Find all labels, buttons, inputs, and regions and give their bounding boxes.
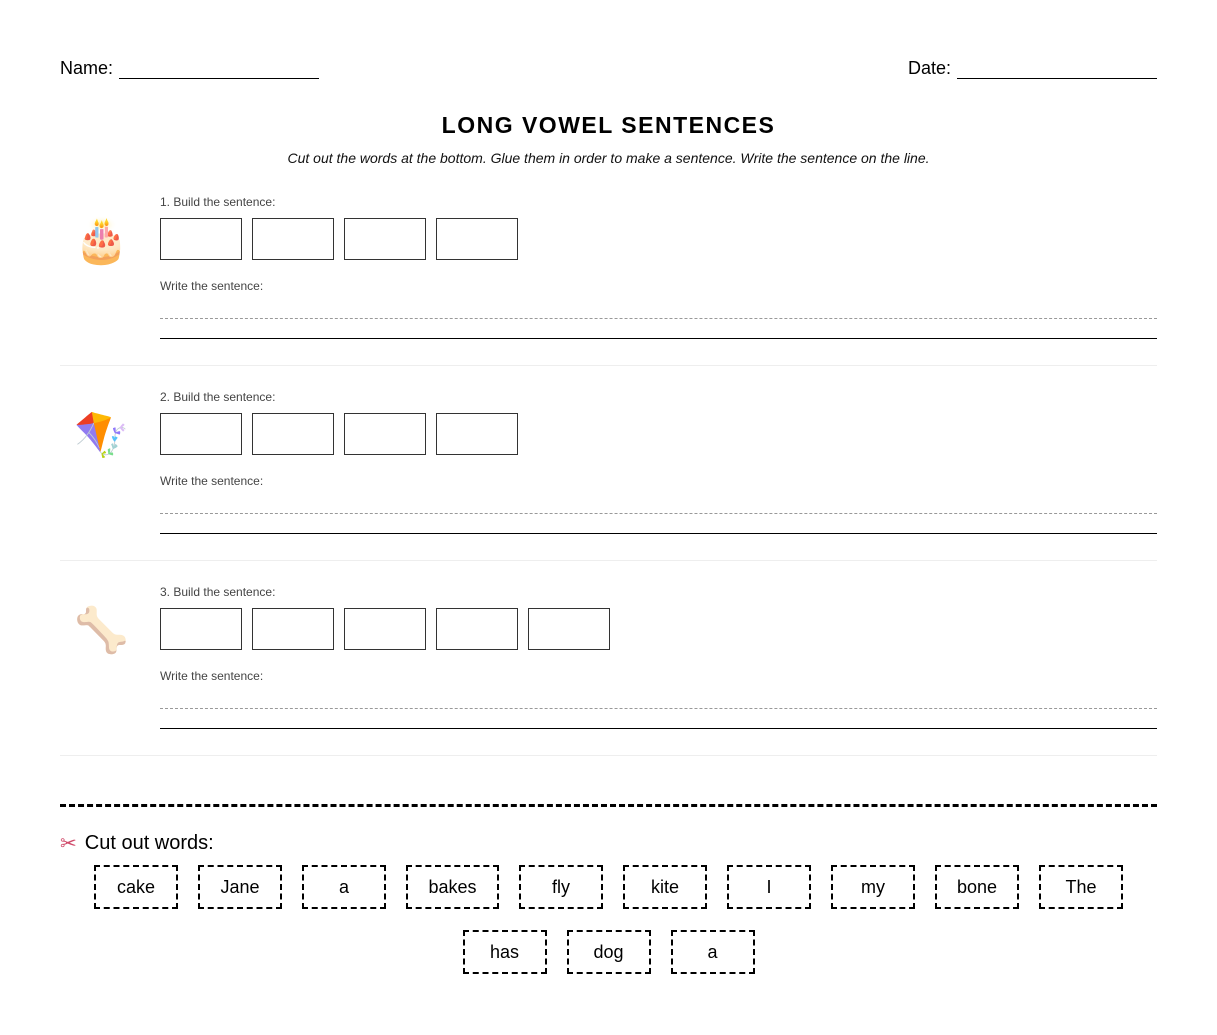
word-box[interactable] [160,218,242,260]
instructions: Cut out the words at the bottom. Glue them in order to make a sentence. Write the sentence on the line. [287,150,930,166]
exercise-1 [60,170,1157,366]
word-box[interactable] [436,218,518,260]
cutout-header [60,831,214,856]
guide-dashed-line [160,318,1157,319]
date-field [908,58,1157,79]
word-box[interactable] [160,413,242,455]
build-label: 1. Build the sentence: [160,195,276,209]
word-card[interactable]: I [727,865,811,909]
word-box[interactable] [344,413,426,455]
birthday-cake-icon: 🎂 [74,216,129,265]
word-card[interactable]: fly [519,865,603,909]
kite-icon: 🪁 [74,411,129,460]
name-blank-line[interactable] [119,62,319,79]
build-label: 2. Build the sentence: [160,390,276,404]
header-row [60,58,1157,82]
word-boxes [160,218,518,260]
word-box[interactable] [436,413,518,455]
write-label: Write the sentence: [160,279,264,293]
word-card[interactable]: bone [935,865,1019,909]
page-title: LONG VOWEL SENTENCES [441,112,776,138]
writing-line[interactable] [160,338,1157,339]
word-card[interactable]: a [671,930,755,974]
word-card[interactable]: bakes [406,865,499,909]
guide-dashed-line [160,513,1157,514]
date-label: Date: [907,58,951,78]
word-cards-row-1 [60,865,1157,909]
date-blank-line[interactable] [957,62,1157,79]
word-box[interactable] [252,218,334,260]
word-box[interactable] [528,608,610,650]
word-card[interactable]: The [1039,865,1123,909]
write-label: Write the sentence: [160,474,264,488]
build-label: 3. Build the sentence: [160,585,276,599]
writing-line[interactable] [160,728,1157,729]
word-card[interactable]: has [463,930,547,974]
name-label: Name: [60,58,114,78]
word-card[interactable]: my [831,865,915,909]
word-boxes [160,608,610,650]
word-box[interactable] [436,608,518,650]
word-card[interactable]: Jane [198,865,282,909]
word-card[interactable]: cake [94,865,178,909]
word-boxes [160,413,518,455]
cut-line-divider [60,804,1157,807]
word-card[interactable]: dog [567,930,651,974]
word-cards-row-2 [60,930,1157,974]
write-label: Write the sentence: [160,669,264,683]
exercise-3 [60,560,1157,756]
word-box[interactable] [160,608,242,650]
word-card[interactable]: kite [623,865,707,909]
word-box[interactable] [344,218,426,260]
writing-line[interactable] [160,533,1157,534]
exercise-2 [60,365,1157,561]
word-card[interactable]: a [302,865,386,909]
guide-dashed-line [160,708,1157,709]
bone-icon: 🦴 [74,606,129,655]
word-box[interactable] [252,608,334,650]
word-box[interactable] [344,608,426,650]
cutout-label: Cut out words: [84,832,214,854]
word-box[interactable] [252,413,334,455]
name-field [60,58,319,79]
scissors-icon: ✂ [60,833,77,855]
